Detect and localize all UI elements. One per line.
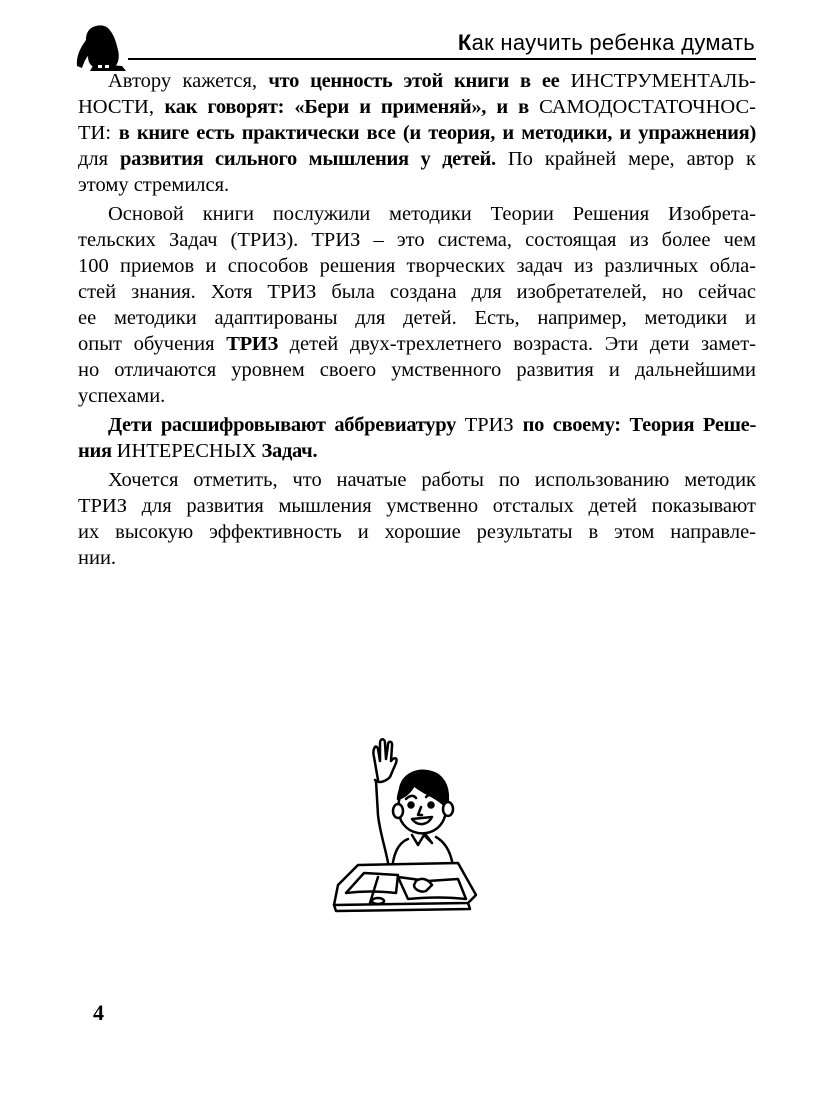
paragraph [78, 68, 756, 198]
paragraph [78, 412, 756, 464]
text-segment: ИНТЕРЕСНЫХ [116, 440, 262, 462]
header-title-initial: К [457, 30, 472, 55]
text-segment: опыт обучения [78, 333, 227, 355]
bold-text-segment: что ценность этой книги в ее [268, 70, 571, 92]
bold-text-segment: Дети [108, 414, 161, 436]
bold-text-segment: по своему: Теория Реше- [522, 414, 756, 436]
text-segment: ТИ: [78, 122, 119, 144]
text-line [78, 227, 756, 253]
text-segment: 100 приемов и способов решения творческих задач из различных обла- [78, 255, 756, 277]
text-segment: НОСТИ, [78, 96, 165, 118]
text-line [78, 94, 756, 120]
text-line [78, 253, 756, 279]
text-line [78, 357, 756, 383]
boy-raising-hand-illustration-icon [318, 735, 478, 940]
text-segment: Автору кажется, [108, 70, 269, 92]
page-number: 4 [93, 1000, 104, 1025]
bold-text-segment: Задач. [261, 440, 318, 462]
running-header-title [458, 30, 755, 56]
text-segment: ТРИЗ [464, 414, 523, 436]
bold-text-segment: ТРИЗ [226, 333, 278, 355]
bold-text-segment: расшифровывают аббревиатуру [160, 414, 465, 436]
text-segment: тельских Задач (ТРИЗ). ТРИЗ – это система, состоящая из более чем [78, 229, 756, 251]
paragraph [78, 467, 756, 571]
text-segment: САМОДОСТАТОЧНОС- [539, 96, 756, 118]
text-segment: детей двух-трехлетнего возраста. Эти дети замет- [277, 333, 756, 355]
text-line [78, 412, 756, 438]
header-title-rest: ак научить ребенка думать [471, 30, 755, 55]
text-line [78, 172, 756, 198]
bold-text-segment: практически все (и теория, и методики, и упражнения) [241, 122, 756, 144]
bold-text-segment: в книге есть [118, 122, 242, 144]
text-line [78, 305, 756, 331]
text-line [78, 120, 756, 146]
text-line [78, 279, 756, 305]
text-line [78, 146, 756, 172]
text-segment: ТРИЗ для развития мышления умственно отсталых детей показывают [78, 495, 756, 517]
text-line [78, 331, 756, 357]
header-divider [128, 58, 756, 60]
text-line [78, 201, 756, 227]
text-segment: По крайней мере, автор к [495, 148, 756, 170]
text-line [78, 383, 756, 409]
text-segment: ИНСТРУМЕНТАЛЬ- [570, 70, 756, 92]
text-segment: их высокую эффективность и хорошие результаты в этом направле- [78, 521, 756, 543]
text-segment: нии. [78, 547, 117, 569]
text-segment: ее методики адаптированы для детей. Есть, например, методики и [78, 307, 756, 329]
text-segment: но отличаются уровнем своего умственного развития и дальнейшими [78, 359, 756, 381]
text-segment: этому стремился. [78, 174, 230, 196]
bold-text-segment: ния [78, 440, 117, 462]
text-line [78, 493, 756, 519]
text-line [78, 519, 756, 545]
text-segment: для [78, 148, 121, 170]
text-segment: Хочется отметить, что начатые работы по использованию методик [108, 469, 756, 491]
bold-text-segment: развития сильного мышления у детей. [120, 148, 496, 170]
text-segment: успехами. [78, 385, 166, 407]
text-segment: стей знания. Хотя ТРИЗ была создана для изобретателей, но сейчас [78, 281, 756, 303]
bold-text-segment: как говорят: «Бери и применяй», и в [164, 96, 540, 118]
text-line [78, 68, 756, 94]
text-segment: Основой книги послужили методики Теории Решения Изобрета- [108, 203, 756, 225]
text-line [78, 438, 756, 464]
paragraph [78, 201, 756, 409]
text-line [78, 467, 756, 493]
body-text [78, 68, 756, 574]
text-line [78, 545, 756, 571]
